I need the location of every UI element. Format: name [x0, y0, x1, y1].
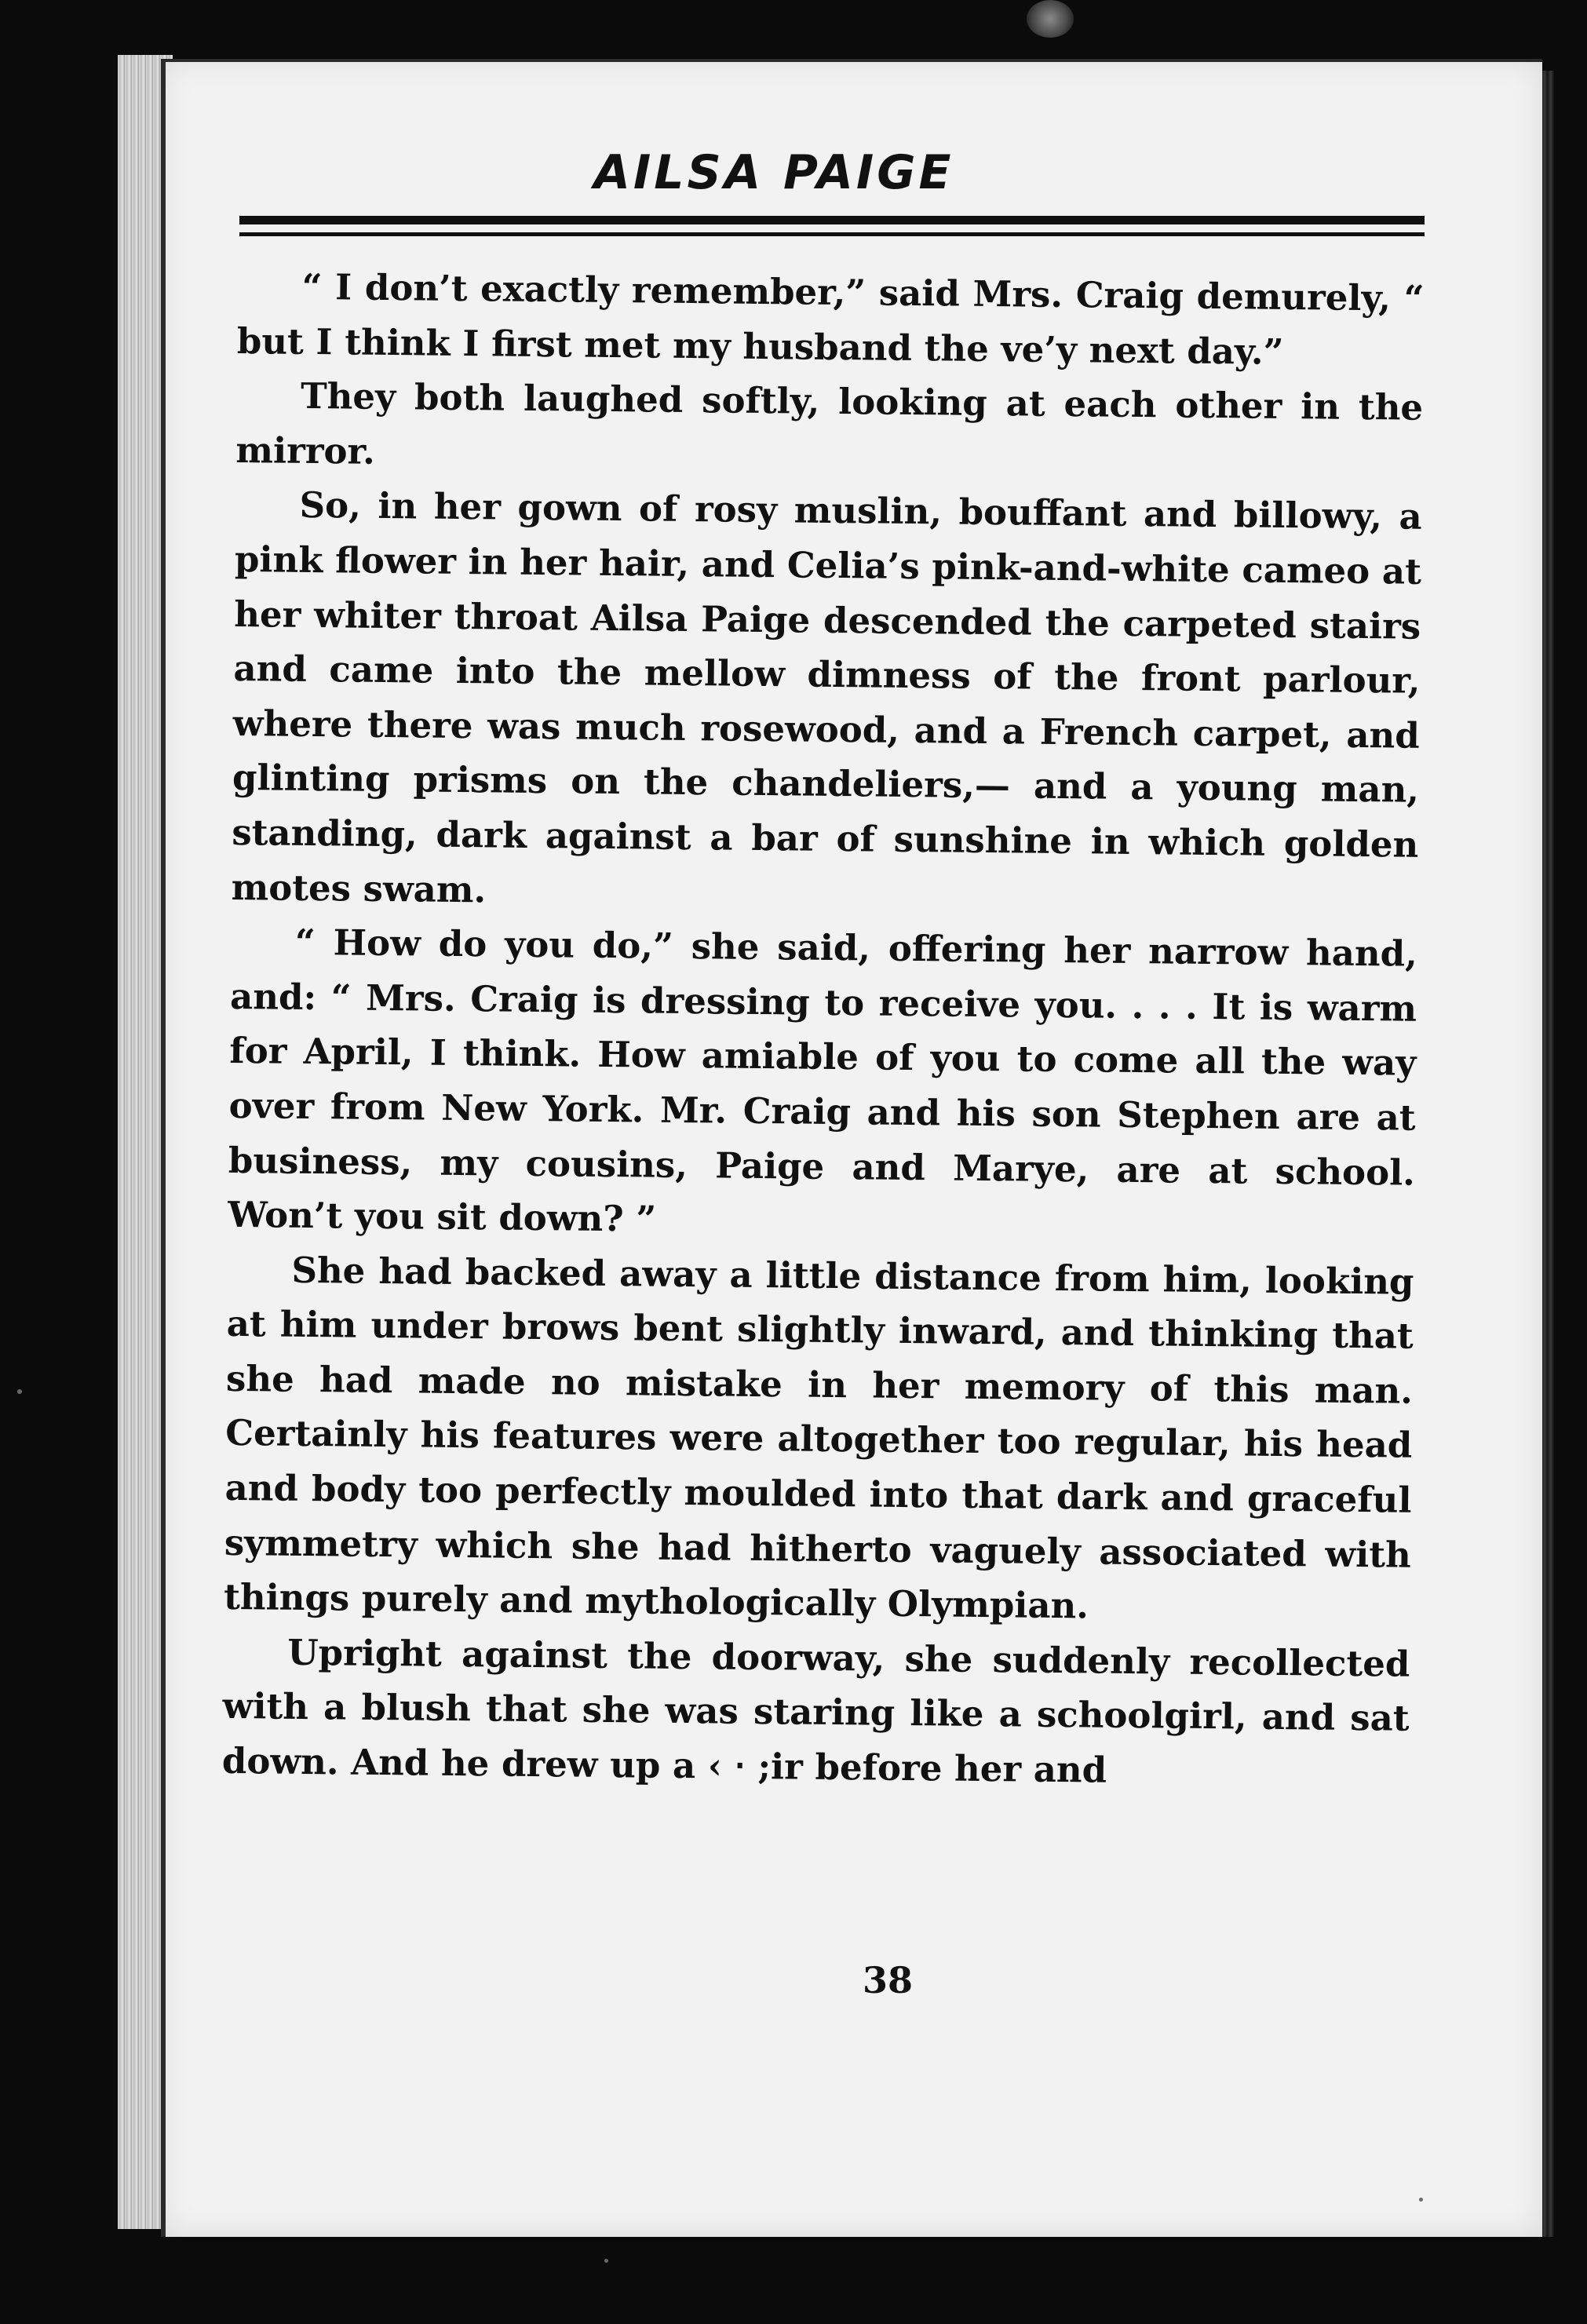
dust-speck — [17, 1389, 22, 1394]
page-number: 38 — [862, 1959, 913, 2001]
paragraph: Upright against the doorway, she suddenly recollected with a blush that she was staring like a schoolgirl, and sat down. And he drew up a ‹ ‧ ;ir before her and — [221, 1631, 1410, 1791]
film-blemish — [1027, 0, 1074, 38]
body-text — [222, 259, 1425, 1800]
paragraph: “ How do you do,” she said, offering her narrow hand, and: “ Mrs. Craig is dressing to receive you. . . . It is warm for April, I think. How amiable of you to come all the way over from New York. Mr. Craig and his son Stephen are at business, my cousins, Paige and Marye, are at school. Won’t you sit down? ” — [227, 921, 1418, 1240]
dust-speck — [604, 2259, 608, 2263]
paragraph: So, in her gown of rosy muslin, bouffant and billowy, a pink flower in her hair, and Celia’s pink-and-white cameo at her whiter throat Ailsa Paige descended the carpeted stairs and came into the mellow dimness of the front parlour, where there was much rosewood, and a French carpet, and glinting prisms on the chandeliers,— and a young man, standing, dark against a bar of sunshine in which golden motes swam. — [231, 484, 1422, 910]
paragraph: They both laughed softly, looking at each other in the mirror. — [235, 375, 1424, 472]
paragraph: “ I don’t exactly remember,” said Mrs. Craig demurely, “ but I think I first met my husband the ve’y next day.” — [236, 265, 1425, 373]
paragraph: She had backed away a little distance from him, looking at him under brows bent slightly inward, and thinking that she had made no mistake in her memory of this man. Certainly his features were altogether too regular, his head and body too perfectly moulded into that dark and graceful symmetry which she had hitherto vaguely associated with things purely and mythologically Olympian. — [223, 1249, 1414, 1627]
header-rule-thin — [239, 232, 1425, 236]
running-head: AILSA PAIGE — [593, 145, 954, 200]
dust-speck — [1419, 2198, 1423, 2202]
header-rule-thick — [239, 216, 1425, 224]
